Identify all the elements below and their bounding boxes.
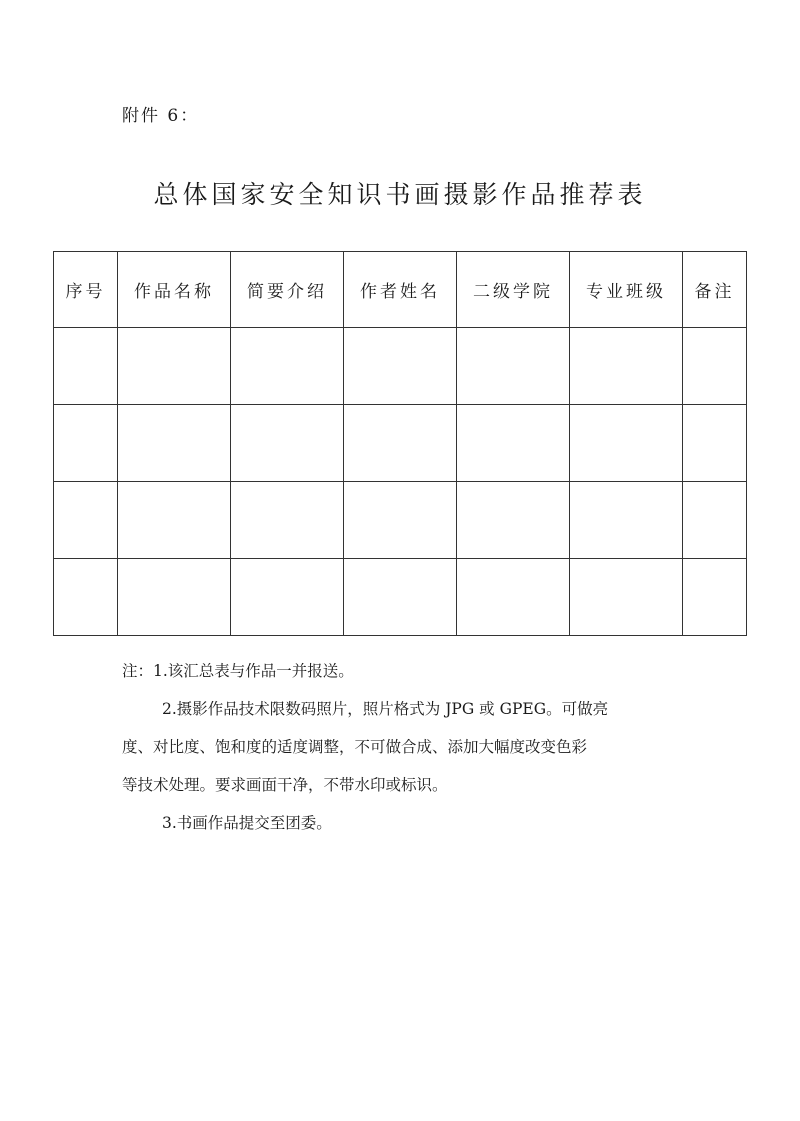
header-college: 二级学院	[457, 252, 570, 328]
table-cell	[683, 482, 747, 559]
table-cell	[344, 405, 457, 482]
table-cell	[118, 405, 231, 482]
table-cell	[457, 559, 570, 636]
note-2-line-1: 2.摄影作品技术限数码照片，照片格式为 JPG 或 GPEG。可做亮	[162, 700, 609, 718]
header-major-class: 专业班级	[570, 252, 683, 328]
table-cell	[570, 482, 683, 559]
table-cell	[118, 328, 231, 405]
table-cell	[54, 405, 118, 482]
table-cell	[570, 328, 683, 405]
table-cell	[570, 559, 683, 636]
table-cell	[683, 405, 747, 482]
table-cell	[54, 559, 118, 636]
table-cell	[344, 328, 457, 405]
table-cell	[231, 328, 344, 405]
note-2-line-2: 度、对比度、饱和度的适度调整，不可做合成、添加大幅度改变色彩	[122, 738, 588, 756]
note-3: 3.书画作品提交至团委。	[162, 814, 332, 832]
note-1: 注：1.该汇总表与作品一并报送。	[122, 662, 354, 680]
table-cell	[231, 482, 344, 559]
document-title: 总体国家安全知识书画摄影作品推荐表	[153, 180, 647, 209]
table-cell	[570, 405, 683, 482]
header-remarks: 备注	[683, 252, 747, 328]
table-cell	[118, 559, 231, 636]
table-cell	[457, 328, 570, 405]
table-cell	[683, 328, 747, 405]
table-header-row	[54, 252, 747, 328]
note-2-line-3: 等技术处理。要求画面干净，不带水印或标识。	[122, 776, 448, 794]
header-work-name: 作品名称	[118, 252, 231, 328]
header-author-name: 作者姓名	[344, 252, 457, 328]
table-row	[54, 559, 747, 636]
table-cell	[231, 559, 344, 636]
table-cell	[344, 482, 457, 559]
table-row	[54, 482, 747, 559]
recommendation-table	[53, 251, 747, 636]
table-cell	[344, 559, 457, 636]
table-row	[54, 328, 747, 405]
table-cell	[54, 328, 118, 405]
header-index: 序号	[54, 252, 118, 328]
table-cell	[231, 405, 344, 482]
header-brief-intro: 简要介绍	[231, 252, 344, 328]
table-cell	[457, 405, 570, 482]
table-cell	[457, 482, 570, 559]
attachment-label: 附件 6：	[122, 106, 200, 126]
table-cell	[54, 482, 118, 559]
table-cell	[683, 559, 747, 636]
table-row	[54, 405, 747, 482]
table-cell	[118, 482, 231, 559]
notes-section	[122, 652, 712, 842]
